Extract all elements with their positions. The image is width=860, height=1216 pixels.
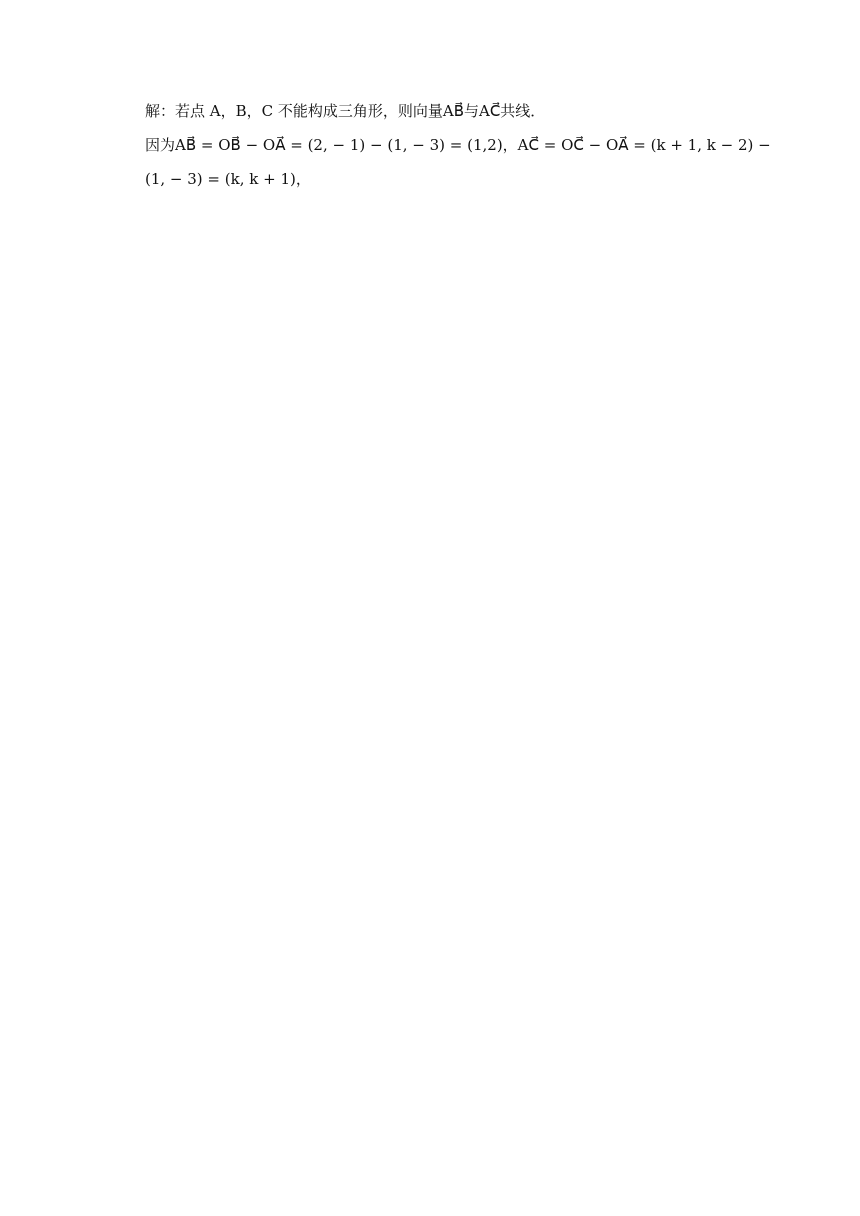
text-line: 解：若点 A，B，C 不能构成三角形，则向量AB⃗与AC⃗共线． [145,102,546,120]
text-line: (1, − 3) = (k, k + 1)， [145,170,311,188]
text-line: 因为AB⃗ = OB⃗ − OA⃗ = (2, − 1) − (1, − 3) = (1,2)，AC⃗ = OC⃗ − OA⃗ = (k + 1, k − 2) − [145,136,771,154]
